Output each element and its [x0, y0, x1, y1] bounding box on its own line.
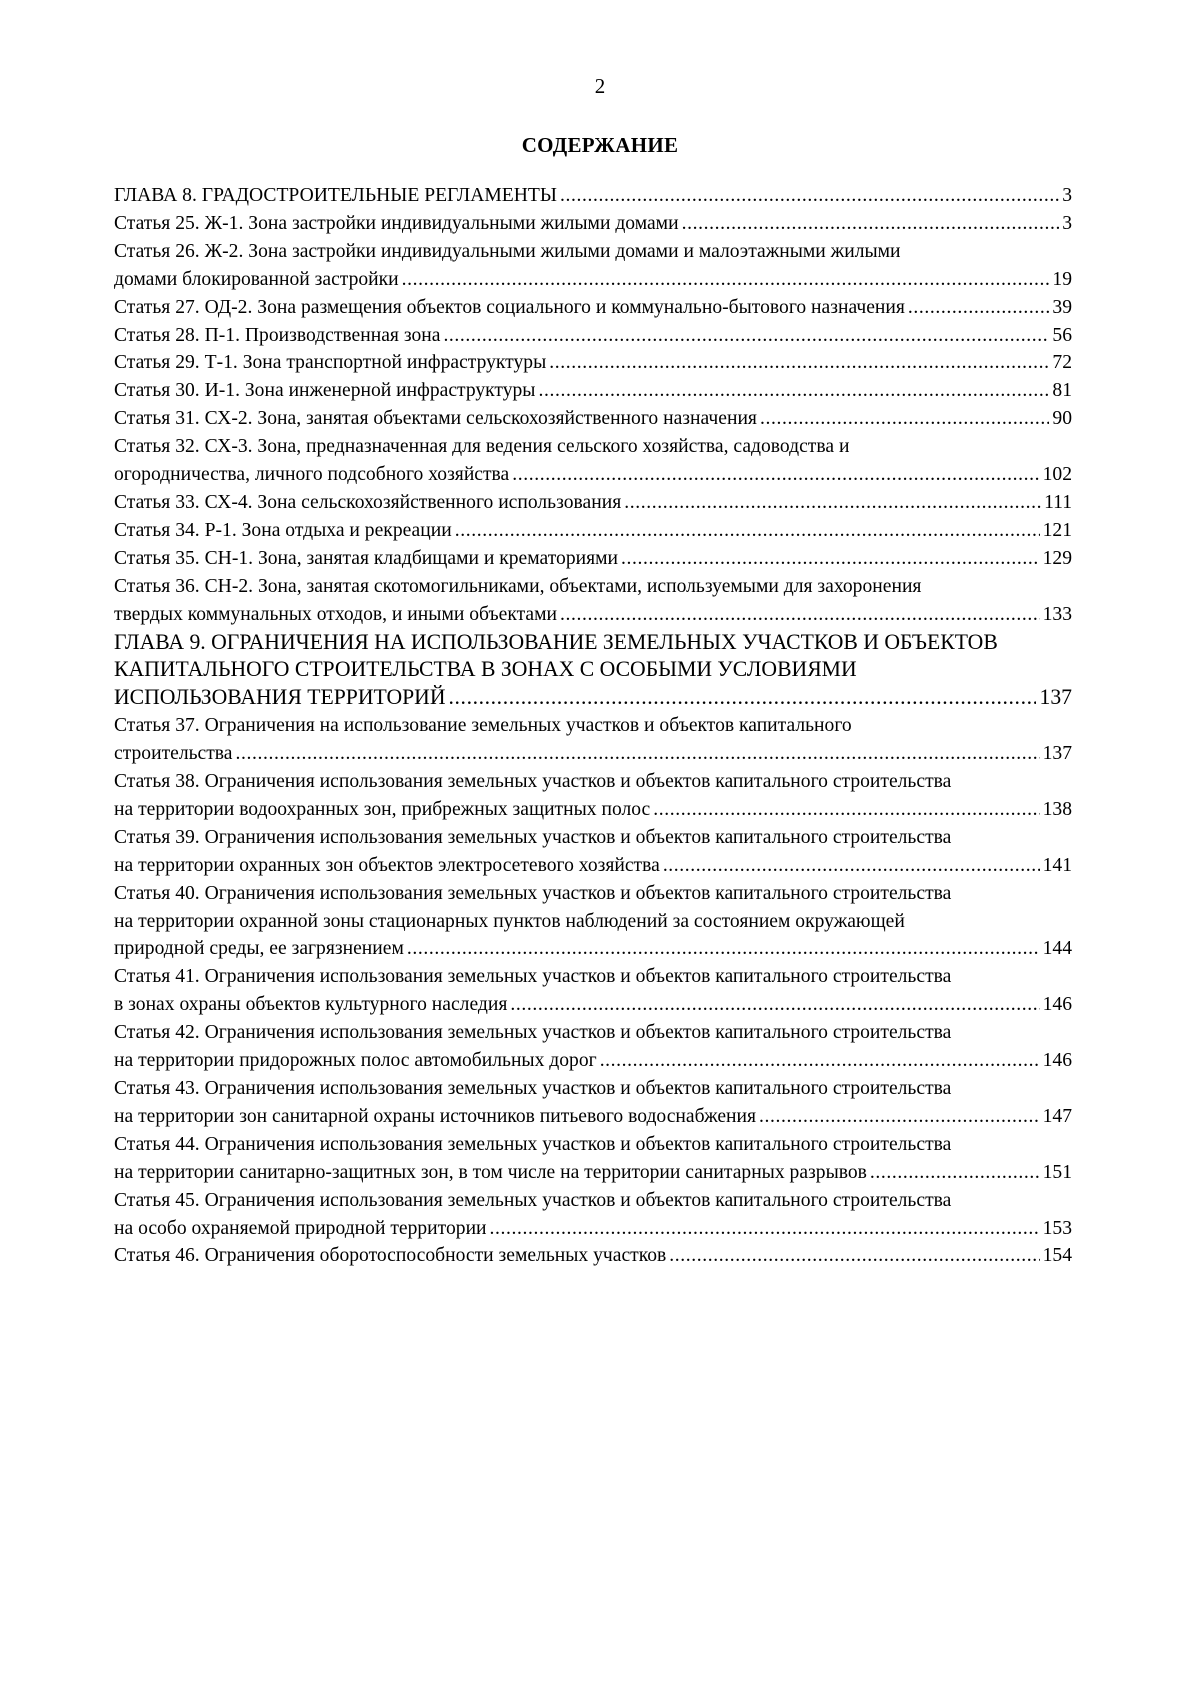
toc-entry-title: Статья 25. Ж-1. Зона застройки индивидуальными жилыми домами	[114, 212, 679, 234]
dot-leader	[538, 377, 1049, 405]
toc-article-entry[interactable]	[114, 1242, 1072, 1270]
toc-article-entry[interactable]	[114, 210, 1072, 238]
toc-article-entry[interactable]	[114, 433, 1072, 489]
toc-entry-text-line: Статья 40. Ограничения использования земельных участков и объектов капитального строительства	[114, 882, 952, 904]
toc-page-number: 111	[1044, 491, 1072, 513]
toc-article-entry[interactable]	[114, 405, 1072, 433]
toc-entry-text-line: Статья 38. Ограничения использования земельных участков и объектов капитального строительства	[114, 771, 952, 793]
toc-entry-title: Статья 35. СН-1. Зона, занятая кладбищами и крематориями	[114, 547, 618, 569]
table-of-contents	[114, 182, 1072, 1270]
dot-leader	[560, 601, 1040, 629]
toc-entry-text-line: Статья 26. Ж-2. Зона застройки индивидуальными жилыми домами и малоэтажными жилыми	[114, 240, 901, 262]
toc-chapter-entry[interactable]	[114, 629, 1072, 713]
toc-entry-title: Статья 27. ОД-2. Зона размещения объектов социального и коммунально-бытового назначения	[114, 296, 905, 318]
toc-article-entry[interactable]	[114, 1075, 1072, 1131]
toc-page-number: 121	[1042, 519, 1072, 541]
toc-page-number: 56	[1052, 324, 1072, 346]
toc-page-number: 137	[1039, 685, 1072, 710]
toc-entry-last-line	[114, 182, 1072, 210]
toc-article-entry[interactable]	[114, 349, 1072, 377]
dot-leader	[549, 349, 1049, 377]
toc-entry-last-line	[114, 1103, 1072, 1131]
toc-entry-last-line	[114, 740, 1072, 768]
toc-entry-text-line: Статья 32. СХ-3. Зона, предназначенная для ведения сельского хозяйства, садоводства и	[114, 436, 850, 458]
toc-page-number: 3	[1062, 212, 1072, 234]
toc-page-number: 138	[1042, 798, 1072, 820]
toc-entry-last-line	[114, 684, 1072, 712]
dot-leader	[490, 1215, 1040, 1243]
dot-leader	[510, 991, 1039, 1019]
toc-entry-text-line: Статья 41. Ограничения использования земельных участков и объектов капитального строительства	[114, 966, 952, 988]
toc-entry-last-line	[114, 322, 1072, 350]
toc-page-number: 19	[1052, 268, 1072, 290]
toc-entry-title: на территории санитарно-защитных зон, в том числе на территории санитарных разрывов	[114, 1161, 867, 1183]
toc-page-number: 141	[1042, 854, 1072, 876]
toc-page-number: 151	[1042, 1161, 1072, 1183]
toc-article-entry[interactable]	[114, 712, 1072, 768]
toc-entry-title: природной среды, ее загрязнением	[114, 938, 404, 960]
toc-entry-text-line: Статья 43. Ограничения использования земельных участков и объектов капитального строительства	[114, 1078, 952, 1099]
toc-entry-title: домами блокированной застройки	[114, 268, 399, 290]
toc-entry-text-line: Статья 44. Ограничения использования земельных участков и объектов капитального строительства	[114, 1133, 952, 1155]
page-number: 2	[594, 74, 606, 98]
toc-entry-text-line: Статья 45. Ограничения использования земельных участков и объектов капитального строительства	[114, 1189, 952, 1211]
dot-leader	[870, 1159, 1040, 1187]
toc-entry-last-line	[114, 377, 1072, 405]
toc-entry-title: в зонах охраны объектов культурного наследия	[114, 994, 508, 1016]
toc-page-number: 129	[1042, 547, 1072, 569]
toc-entry-title: на территории придорожных полос автомобильных дорог	[114, 1050, 597, 1072]
toc-page-number: 39	[1052, 296, 1072, 318]
dot-leader	[455, 517, 1040, 545]
toc-entry-last-line	[114, 991, 1072, 1019]
dot-leader	[236, 740, 1040, 768]
toc-entry-last-line	[114, 935, 1072, 963]
toc-entry-title: на территории водоохранных зон, прибрежных защитных полос	[114, 798, 651, 820]
toc-entry-last-line	[114, 405, 1072, 433]
toc-entry-last-line	[114, 1047, 1072, 1075]
toc-entry-title: на особо охраняемой природной территории	[114, 1217, 487, 1239]
toc-page-number: 137	[1042, 743, 1072, 765]
toc-entry-text-line: ГЛАВА 9. ОГРАНИЧЕНИЯ НА ИСПОЛЬЗОВАНИЕ ЗЕМЕЛЬНЫХ УЧАСТКОВ И ОБЪЕКТОВ	[114, 629, 998, 654]
dot-leader	[443, 322, 1049, 350]
toc-entry-last-line	[114, 545, 1072, 573]
toc-article-entry[interactable]	[114, 963, 1072, 1019]
toc-article-entry[interactable]	[114, 768, 1072, 824]
toc-entry-title: на территории охранных зон объектов электросетевого хозяйства	[114, 854, 660, 876]
page-title: СОДЕРЖАНИЕ	[521, 133, 679, 157]
dot-leader	[908, 294, 1049, 322]
toc-page-number: 133	[1042, 603, 1072, 625]
toc-entry-text-line: на территории охранной зоны стационарных пунктов наблюдений за состоянием окружающей	[114, 910, 905, 932]
dot-leader	[560, 182, 1059, 210]
toc-article-entry[interactable]	[114, 1187, 1072, 1243]
dot-leader	[407, 935, 1040, 963]
toc-entry-last-line	[114, 294, 1072, 322]
toc-entry-last-line	[114, 517, 1072, 545]
toc-entry-last-line	[114, 601, 1072, 629]
toc-entry-title: ГЛАВА 8. ГРАДОСТРОИТЕЛЬНЫЕ РЕГЛАМЕНТЫ	[114, 185, 557, 206]
toc-entry-text-line: Статья 36. СН-2. Зона, занятая скотомогильниками, объектами, используемыми для захоронения	[114, 575, 922, 597]
toc-article-entry[interactable]	[114, 545, 1072, 573]
toc-article-entry[interactable]	[114, 377, 1072, 405]
toc-entry-last-line	[114, 1242, 1072, 1270]
toc-page-number: 146	[1042, 1050, 1072, 1072]
toc-page-number: 90	[1052, 408, 1072, 430]
toc-entry-last-line	[114, 210, 1072, 238]
toc-entry-last-line	[114, 461, 1072, 489]
toc-entry-text-line: Статья 39. Ограничения использования земельных участков и объектов капитального строительства	[114, 826, 952, 848]
toc-page-number: 144	[1042, 938, 1072, 960]
dot-leader	[624, 489, 1041, 517]
dot-leader	[759, 1103, 1040, 1131]
toc-article-entry[interactable]	[114, 517, 1072, 545]
dot-leader	[449, 684, 1037, 712]
toc-article-entry[interactable]	[114, 824, 1072, 880]
toc-entry-last-line	[114, 852, 1072, 880]
toc-article-entry[interactable]	[114, 573, 1072, 629]
toc-page-number: 3	[1062, 185, 1072, 206]
dot-leader	[600, 1047, 1040, 1075]
toc-entry-title: ИСПОЛЬЗОВАНИЯ ТЕРРИТОРИЙ	[114, 685, 446, 710]
toc-page-number: 153	[1042, 1217, 1072, 1239]
toc-entry-title: на территории зон санитарной охраны источников питьевого водоснабжения	[114, 1105, 757, 1127]
toc-page-number: 72	[1052, 352, 1072, 374]
dot-leader	[402, 266, 1050, 294]
toc-entry-title: Статья 33. СХ-4. Зона сельскохозяйственного использования	[114, 491, 622, 513]
toc-entry-title: Статья 29. Т-1. Зона транспортной инфраструктуры	[114, 352, 547, 374]
toc-article-entry[interactable]	[114, 294, 1072, 322]
toc-entry-title: Статья 28. П-1. Производственная зона	[114, 324, 441, 346]
dot-leader	[653, 796, 1039, 824]
toc-page-number: 102	[1042, 464, 1072, 486]
toc-article-entry[interactable]	[114, 322, 1072, 350]
toc-entry-last-line	[114, 1215, 1072, 1243]
toc-entry-title: Статья 46. Ограничения оборотоспособности земельных участков	[114, 1245, 667, 1267]
dot-leader	[621, 545, 1040, 573]
toc-entry-text-line: Статья 42. Ограничения использования земельных участков и объектов капитального строительства	[114, 1022, 952, 1044]
toc-entry-title: твердых коммунальных отходов, и иными объектами	[114, 603, 557, 625]
toc-page-number: 154	[1042, 1245, 1072, 1267]
dot-leader	[682, 210, 1060, 238]
toc-article-entry[interactable]	[114, 880, 1072, 964]
toc-entry-last-line	[114, 1159, 1072, 1187]
dot-leader	[663, 852, 1040, 880]
toc-entry-title: строительства	[114, 743, 233, 765]
toc-entry-title: огородничества, личного подсобного хозяйства	[114, 464, 510, 486]
toc-article-entry[interactable]	[114, 489, 1072, 517]
toc-article-entry[interactable]	[114, 1019, 1072, 1075]
toc-article-entry[interactable]	[114, 238, 1072, 294]
toc-entry-last-line	[114, 349, 1072, 377]
toc-entry-last-line	[114, 489, 1072, 517]
toc-page-number: 147	[1042, 1105, 1072, 1127]
toc-entry-text-line: Статья 37. Ограничения на использование земельных участков и объектов капитального	[114, 715, 852, 737]
toc-chapter-entry[interactable]	[114, 182, 1072, 210]
dot-leader	[760, 405, 1049, 433]
dot-leader	[669, 1242, 1039, 1270]
toc-entry-last-line	[114, 796, 1072, 824]
toc-entry-title: Статья 31. СХ-2. Зона, занятая объектами сельскохозяйственного назначения	[114, 408, 757, 430]
toc-entry-last-line	[114, 266, 1072, 294]
toc-entry-title: Статья 34. Р-1. Зона отдыха и рекреации	[114, 519, 452, 541]
toc-page-number: 146	[1042, 994, 1072, 1016]
toc-page-number: 81	[1052, 380, 1072, 402]
toc-article-entry[interactable]	[114, 1131, 1072, 1187]
dot-leader	[512, 461, 1039, 489]
toc-entry-title: Статья 30. И-1. Зона инженерной инфраструктуры	[114, 380, 536, 402]
toc-entry-text-line: КАПИТАЛЬНОГО СТРОИТЕЛЬСТВА В ЗОНАХ С ОСОБЫМИ УСЛОВИЯМИ	[114, 657, 857, 682]
